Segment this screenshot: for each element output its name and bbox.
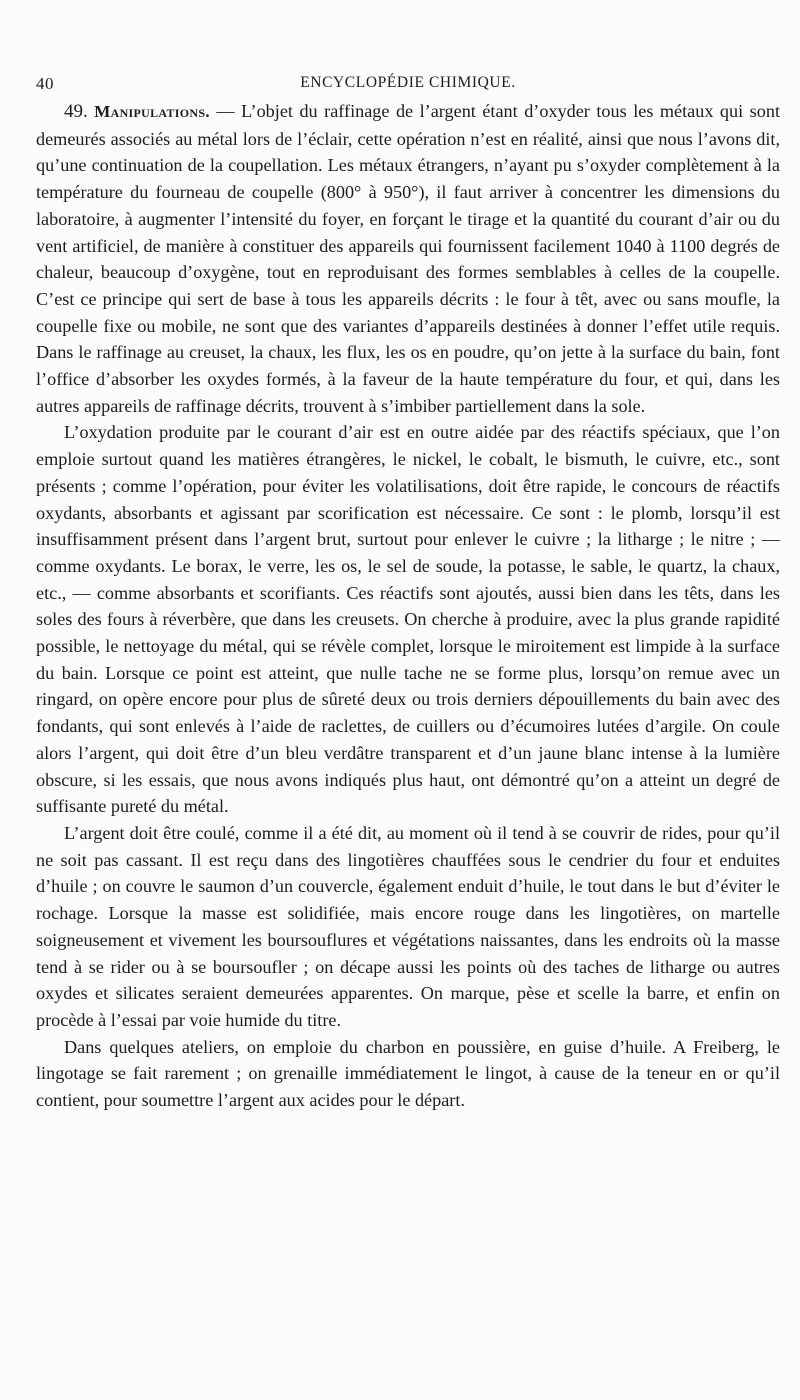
- body-text: [36, 98, 780, 1114]
- page-number: 40: [36, 74, 54, 93]
- paragraph-coulee: L’argent doit être coulé, comme il a été dit, au moment où il tend à se couvrir de rides, pour qu’il ne soit pas cassant. Il est reçu dans des lingotières chauffées sous le cendrier du four et enduites d’huile ; on couvre le saumon d’un couvercle, également enduit d’huile, le tout dans le but d’éviter le rochage. Lorsque la masse est solidifiée, mais encore rouge dans les lingotières, on martelle soigneusement et vivement les boursouflures et végétations naissantes, dans les endroits où la masse tend à se rider ou à se boursoufler ; on décape aussi les points où des taches de litharge ou autres oxydes et silicates seraient demeurées apparentes. On marque, pèse et scelle la barre, et enfin on procède à l’essai par voie humide du titre.: [36, 822, 780, 1030]
- section-lead-text: — L’objet du raffinage de l’argent étant d’oxyder tous les métaux qui sont demeurés associés au métal lors de l’éclair, cette opération n’est en réalité, ainsi que nous l’avons dit, qu’une continuation de la coupellation. Les métaux étrangers, n’ayant pu s’oxyder complètement à la température du fourneau de coupelle (800° à 950°), il faut arriver à concentrer les dimensions du laboratoire, à augmenter l’intensité du foyer, en forçant le tirage et la quantité du courant d’air ou du vent artificiel, de manière à constituer des appareils qui fournissent facilement 1040 à 1100 degrés de chaleur, beaucoup d’oxygène, tout en reproduisant des formes semblables à celles de la coupelle. C’est ce principe qui sert de base à tous les appareils décrits : le four à têt, avec ou sans moufle, la coupelle fixe ou mobile, ne sont que des variantes d’appareils destinées à donner l’effet utile requis. Dans le raffinage au creuset, la chaux, les flux, les os en poudre, qu’on jette à la surface du bain, font l’office d’absorber les oxydes formés, à la faveur de la haute température du four, et qui, dans les autres appareils de raffinage décrits, trouvent à s’imbiber partiellement dans la sole.: [36, 101, 781, 416]
- section-number: 49.: [64, 101, 88, 122]
- running-title: ENCYCLOPÉDIE CHIMIQUE.: [300, 74, 516, 91]
- section-heading: Manipulations.: [94, 102, 210, 121]
- paragraph-oxydation: L’oxydation produite par le courant d’air est en outre aidée par des réactifs spéciaux, que l’on emploie surtout quand les matières étrangères, le nickel, le cobalt, le bismuth, le cuivre, etc., sont présents ; comme l’opération, pour éviter les volatilisations, doit être rapide, le concours de réactifs oxydants, absorbants et agissant par scorification est nécessaire. Ce sont : le plomb, lorsqu’il est insuffisamment présent dans l’argent brut, surtout pour enlever le cuivre ; la litharge ; le nitre ; — comme oxydants. Le borax, le verre, les os, le sel de soude, la potasse, le sable, le quartz, la chaux, etc., — comme absorbants et scorifiants. Ces réactifs sont ajoutés, aussi bien dans les têts, dans les soles des fours à réverbère, que dans les creusets. On cherche à produire, avec la plus grande rapidité possible, le nettoyage du métal, qui se révèle complet, lorsque le miroitement est limpide à la surface du bain. Lorsque ce point est atteint, que nulle tache ne se forme plus, lorsqu’on remue avec un ringard, on opère encore pour plus de sûreté deux ou trois derniers dépouillements du bain avec des fondants, qui sont enlevés à l’aide de raclettes, de cuillers ou d’écumoires lutées d’argile. On coule alors l’argent, qui doit être d’un bleu verdâtre transparent et d’un jaune blanc intense à la lumière obscure, si les essais, que nous avons indiqués plus haut, ont démontré qu’on a atteint un degré de suffisante pureté du métal.: [36, 422, 780, 817]
- running-head: [36, 70, 780, 94]
- paragraph-ateliers: Dans quelques ateliers, on emploie du charbon en poussière, en guise d’huile. A Freiberg, le lingotage se fait rarement ; on grenaille immédiatement le lingot, à cause de la teneur en or qu’il contient, pour soumettre l’argent aux acides pour le départ.: [36, 1036, 780, 1111]
- paragraph-manipulations: [36, 98, 780, 419]
